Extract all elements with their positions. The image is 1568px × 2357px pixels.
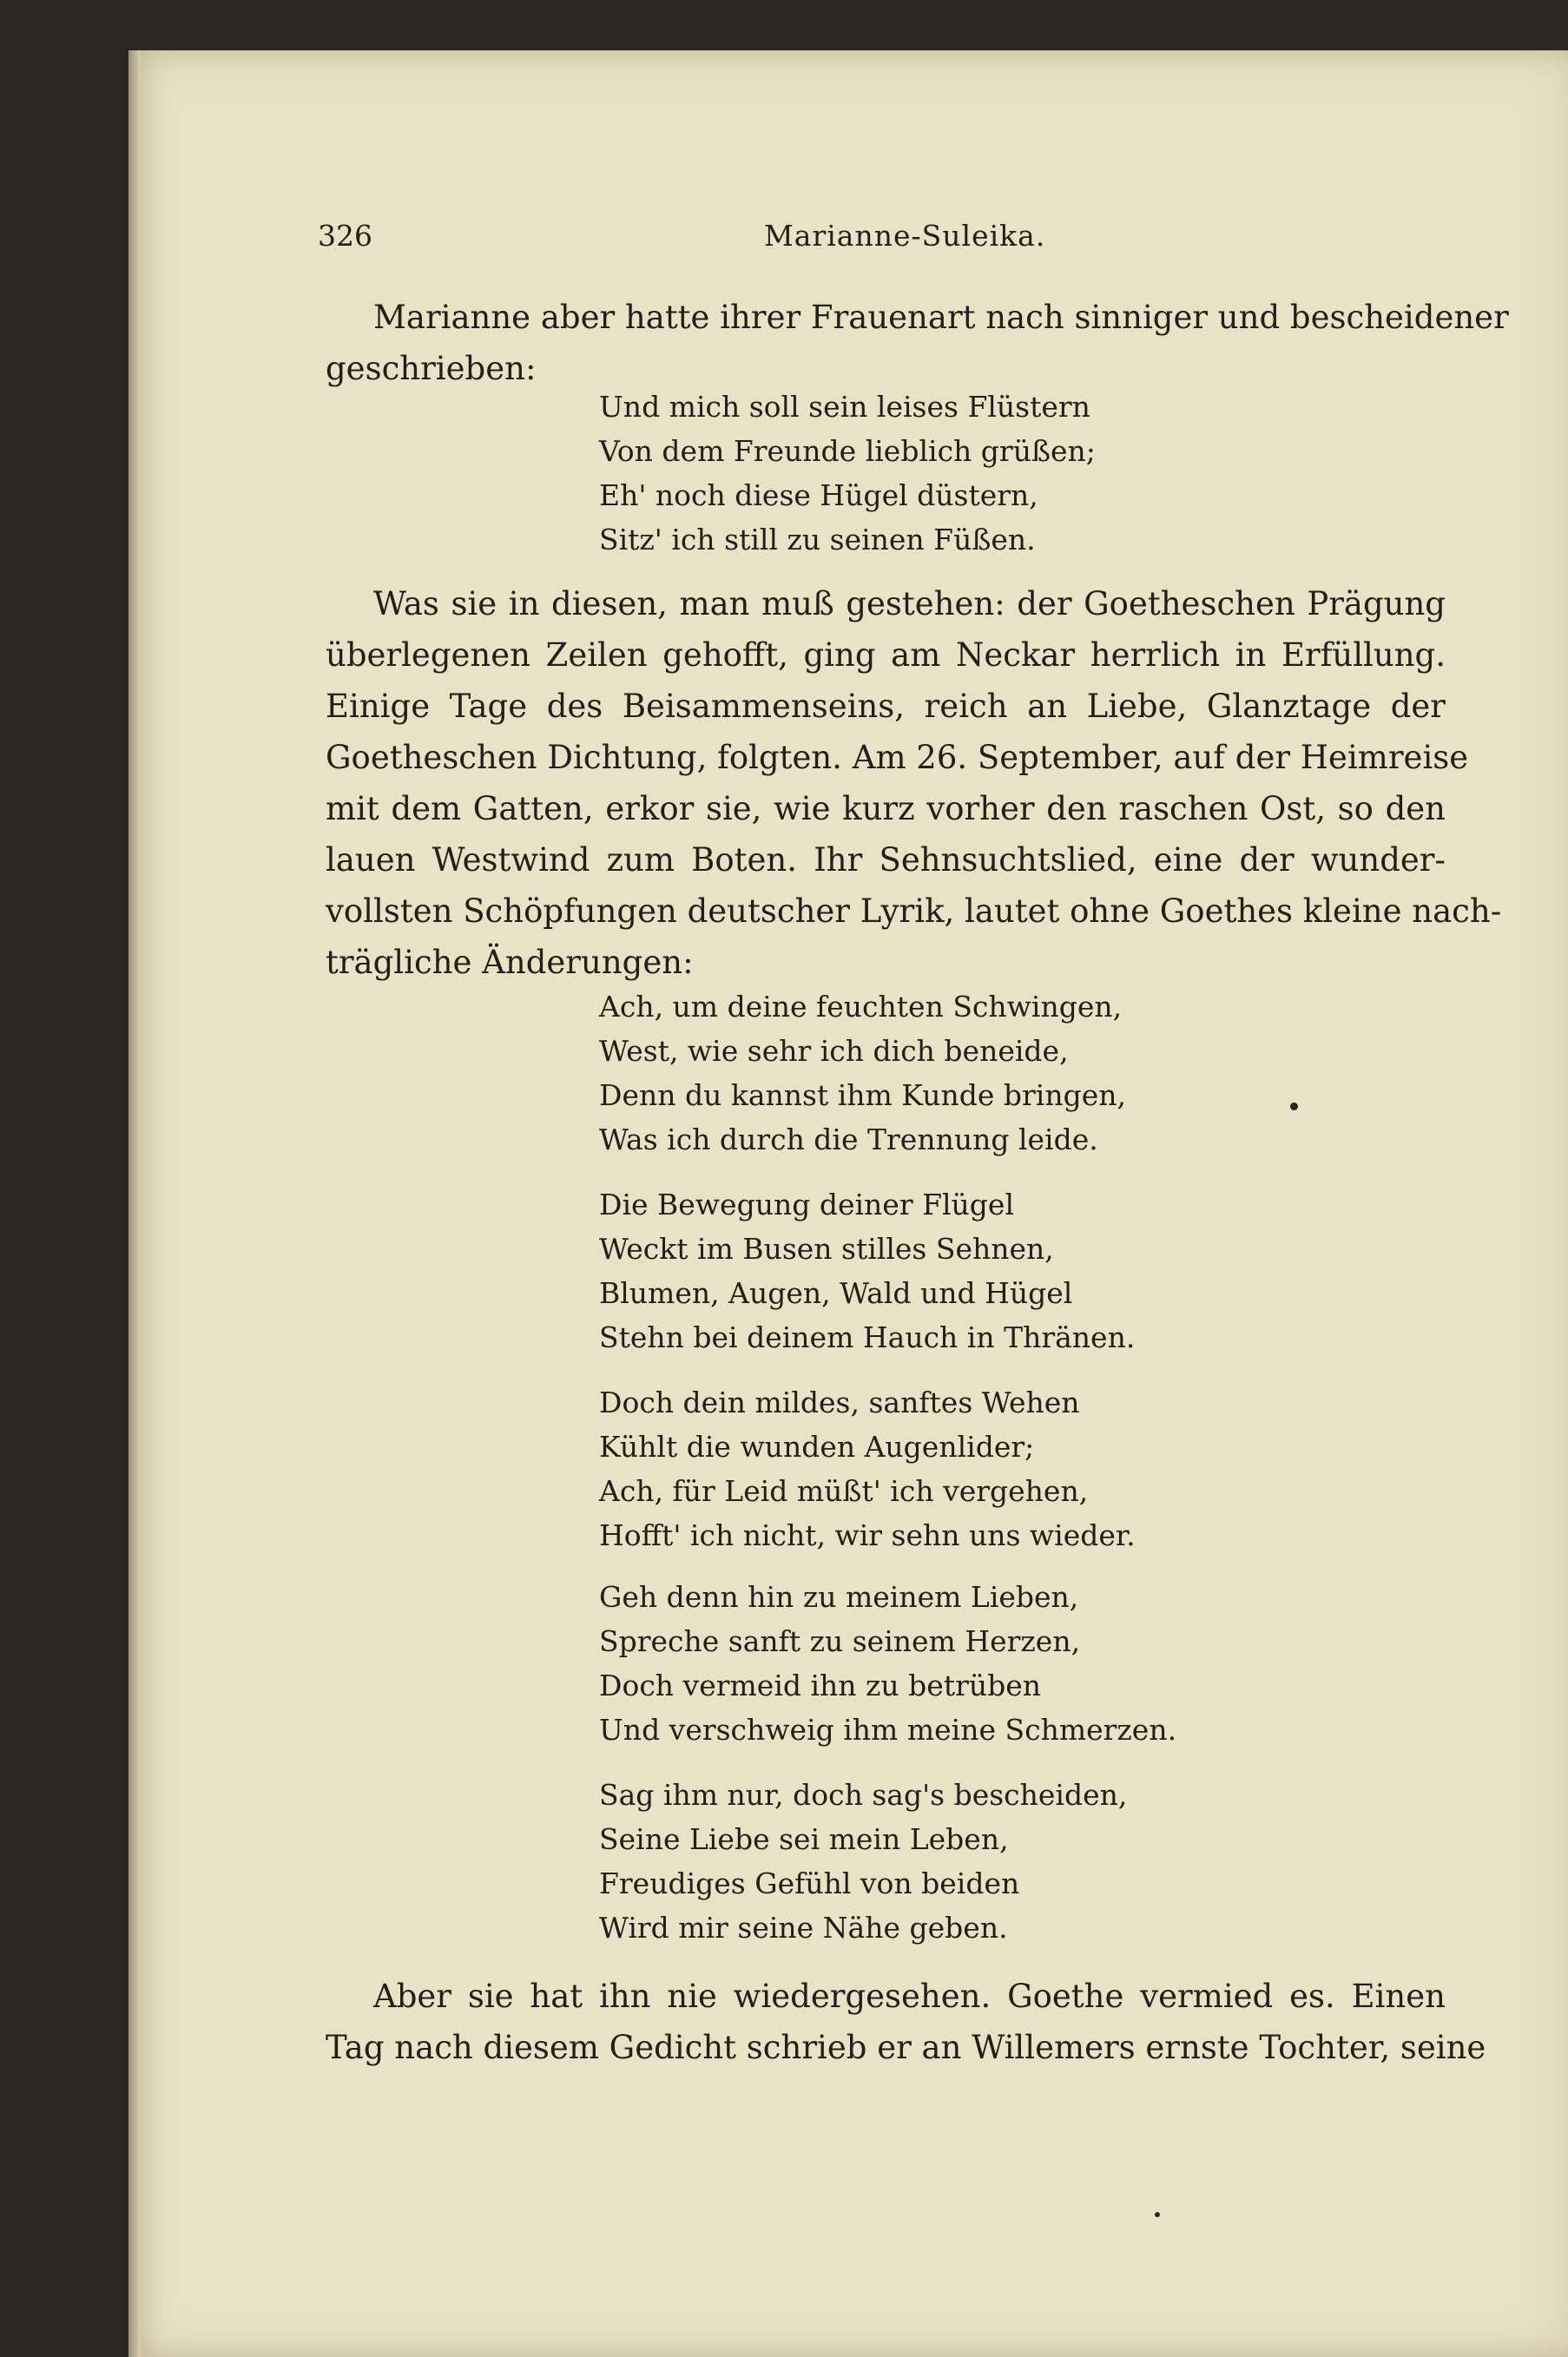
text-line: Einige Tage des Beisammenseins, reich an Liebe, Glanztage der: [326, 688, 1446, 725]
poem-stanza: [599, 1182, 1135, 1360]
main-paragraph: [326, 578, 1502, 988]
verse-line: Sag ihm nur, doch sag's bescheiden,: [599, 1778, 1128, 1812]
intro-paragraph: [326, 292, 1509, 394]
verse-line: Weckt im Busen stilles Sehnen,: [599, 1232, 1054, 1266]
poem: [599, 1575, 1176, 1752]
verse-line: Sitz' ich still zu seinen Füßen.: [599, 523, 1036, 556]
verse-line: Spreche sanft zu seinem Herzen,: [599, 1624, 1081, 1658]
verse-line: Blumen, Augen, Wald und Hügel: [599, 1276, 1073, 1310]
verse-line: Geh denn hin zu meinem Lieben,: [599, 1580, 1079, 1614]
page-number: 326: [318, 219, 372, 253]
verse-line: Denn du kannst ihm Kunde bringen,: [599, 1078, 1126, 1112]
closing-paragraph: [326, 1971, 1486, 2073]
ink-speck: [1155, 2212, 1160, 2217]
text-line: Aber sie hat ihn nie wiedergesehen. Goethe vermied es. Einen: [373, 1978, 1446, 2015]
text-line: überlegenen Zeilen gehofft, ging am Neckar herrlich in Erfüllung.: [326, 636, 1446, 674]
text-line: Goetheschen Dichtung, folgten. Am 26. September, auf der Heimreise: [326, 739, 1469, 776]
poem-stanza: [599, 1575, 1176, 1752]
verse-line: Hofft' ich nicht, wir sehn uns wieder.: [599, 1518, 1136, 1552]
verse-line: Und verschweig ihm meine Schmerzen.: [599, 1713, 1177, 1747]
verse-line: Stehn bei deinem Hauch in Thränen.: [599, 1320, 1136, 1354]
verse-line: West, wie sehr ich dich beneide,: [599, 1034, 1069, 1068]
verse-line: Ach, für Leid müßt' ich vergehen,: [599, 1474, 1089, 1508]
poem-stanza: [599, 1773, 1127, 1950]
poem: [599, 1182, 1135, 1360]
text-line: vollsten Schöpfungen deutscher Lyrik, lautet ohne Goethes kleine nach-: [326, 892, 1502, 930]
poem: [599, 984, 1126, 1162]
verse-line: Und mich soll sein leises Flüstern: [599, 390, 1090, 424]
verse-line: Eh' noch diese Hügel düstern,: [599, 478, 1038, 512]
quoted-verse: [599, 385, 1096, 562]
verse-line: Von dem Freunde lieblich grüßen;: [599, 434, 1096, 468]
poem: [599, 1380, 1136, 1557]
running-title: Marianne-Suleika.: [764, 219, 1046, 253]
verse-line: Doch vermeid ihn zu betrüben: [599, 1669, 1042, 1702]
page-header: [0, 219, 1568, 257]
verse-line: Freudiges Gefühl von beiden: [599, 1867, 1020, 1900]
page-edge-shadow: [128, 50, 141, 2357]
verse-line: Doch dein mildes, sanftes Wehen: [599, 1386, 1080, 1419]
text-line: lauen Westwind zum Boten. Ihr Sehnsuchtslied, eine der wunder-: [326, 841, 1446, 879]
verse-line: Ach, um deine feuchten Schwingen,: [599, 990, 1123, 1024]
verse-line: Die Bewegung deiner Flügel: [599, 1188, 1015, 1221]
text-line: trägliche Änderungen:: [326, 944, 694, 981]
text-line: Marianne aber hatte ihrer Frauenart nach sinniger und bescheidener: [373, 299, 1509, 336]
verse-line: Kühlt die wunden Augenlider;: [599, 1430, 1035, 1464]
verse-line: Wird mir seine Nähe geben.: [599, 1911, 1008, 1945]
poem: [599, 1773, 1127, 1950]
text-line: mit dem Gatten, erkor sie, wie kurz vorher den raschen Ost, so den: [326, 790, 1446, 827]
verse-line: Was ich durch die Trennung leide.: [599, 1123, 1098, 1156]
poem-stanza: [599, 1380, 1136, 1557]
text-line: Was sie in diesen, man muß gestehen: der Goetheschen Prägung: [373, 585, 1446, 622]
ink-speck: [1290, 1103, 1298, 1110]
text-line: geschrieben:: [326, 350, 537, 387]
poem-stanza: [599, 984, 1126, 1162]
text-line: Tag nach diesem Gedicht schrieb er an Willemers ernste Tochter, seine: [326, 2029, 1486, 2066]
verse-line: Seine Liebe sei mein Leben,: [599, 1822, 1009, 1856]
